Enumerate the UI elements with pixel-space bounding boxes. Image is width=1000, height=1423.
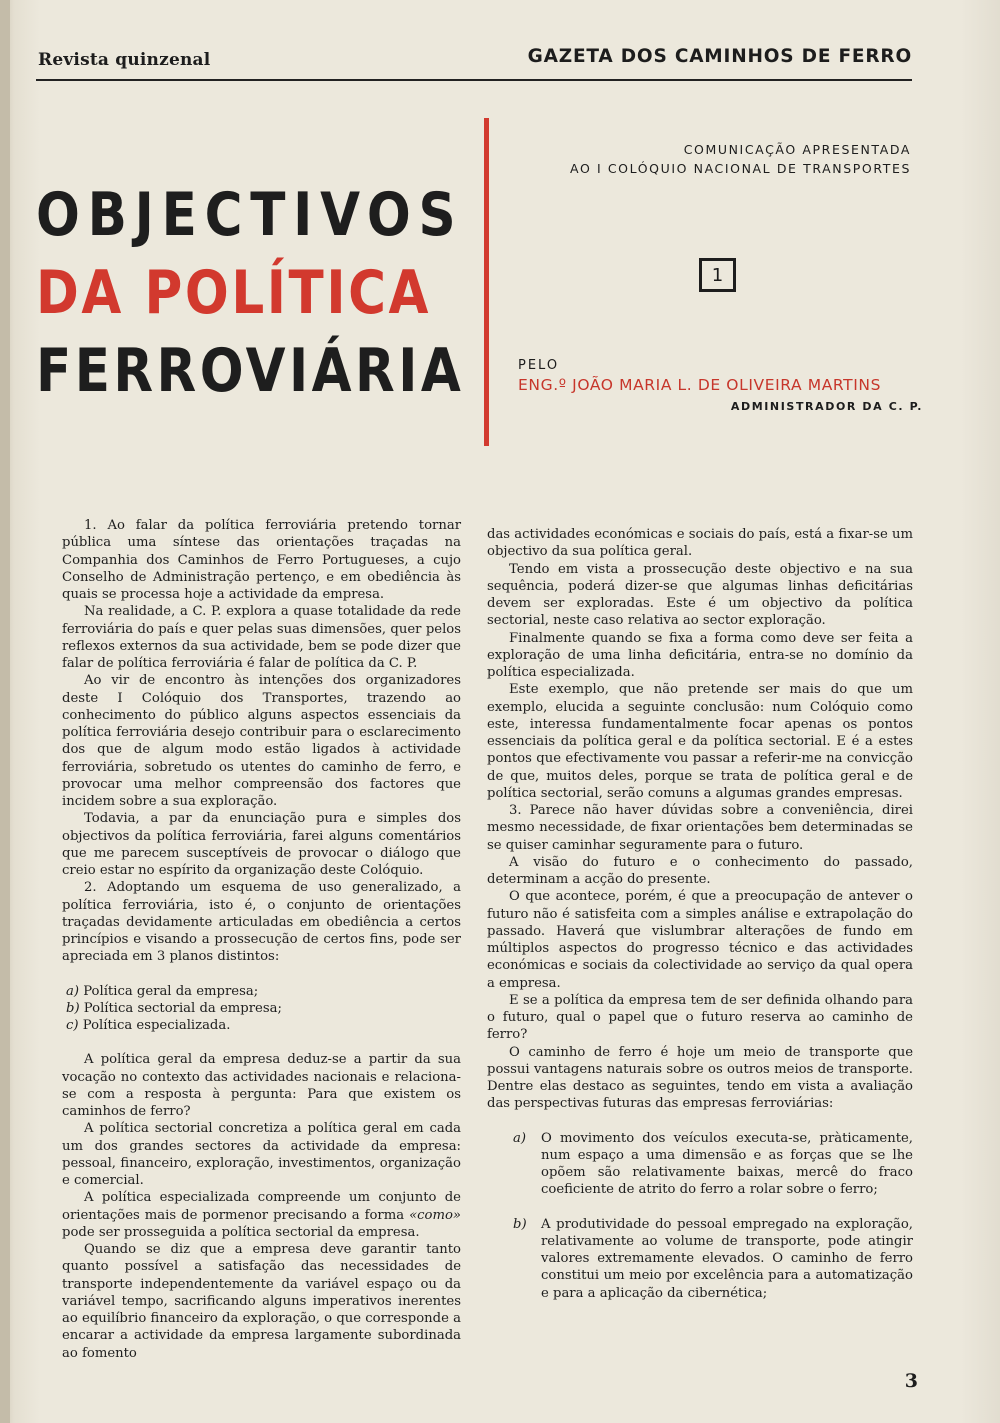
paragraph: Este exemplo, que não pretende ser mais do que um exemplo, elucida a seguinte conclusão: num Colóquio como este, interessa fundamentalmente focar apenas os pontos essenciais da política geral e da política sectorial. E é a estes pontos que efectivamente vou passar a referir-me na convicção de que, muitos deles, porque se trata de política geral e de política sectorial, serão comuns a algumas grandes empresas. — [487, 682, 913, 801]
list-label: b) — [513, 1216, 527, 1232]
author-role: ADMINISTRADOR DA C. P. — [730, 400, 923, 413]
list-label: a) — [513, 1130, 527, 1146]
list-label: c) — [66, 1018, 79, 1033]
paragraph: Na realidade, a C. P. explora a quase totalidade da rede ferroviária do país e quer pelas suas dimensões, quer pelos reflexos externos da sua actividade, bem se pode dizer que falar de política ferroviária é falar de política da C. P. — [62, 604, 461, 671]
list-text: Política especializada. — [82, 1018, 231, 1033]
header-left: Revista quinzenal — [38, 50, 211, 70]
title-line-1: OBJECTIVOS — [36, 180, 464, 250]
list-text: Política geral da empresa; — [83, 983, 259, 999]
paragraph: 1. Ao falar da política ferroviária pretendo tornar pública uma síntese das orientações traçadas na Companhia dos Caminhos de Ferro Portugueses, a cujo Conselho de Administração pertenço, e em obediência às quais se processa hoje a actividade da empresa. — [62, 518, 461, 602]
emphasis: «como» — [409, 1207, 461, 1223]
list-label: a) — [66, 983, 80, 999]
paragraph: Finalmente quando se fixa a forma como deve ser feita a exploração de uma linha deficitária, entra-se no domínio da política especializada. — [487, 630, 913, 680]
paragraph: Todavia, a par da enunciação pura e simples dos objectivos da política ferroviária, farei alguns comentários que me parecem susceptíveis de provocar o diálogo que creio estar no espírito da organização deste Colóquio. — [62, 811, 461, 878]
paragraph-text: A política especializada compreende um conjunto de orientações mais de pormenor precisando a forma — [62, 1190, 461, 1223]
paragraph-text: pode ser prosseguida a política sectorial da empresa. — [62, 1224, 420, 1240]
paragraph: Tendo em vista a prossecução deste objectivo e na sua sequência, poderá dizer-se que algumas linhas deficitárias devem ser exploradas. Este é um objectivo da política sectorial, neste caso relativa ao sector exploração. — [487, 561, 913, 629]
paragraph: A política sectorial concretiza a política geral em cada um dos grandes sectores da actividade da empresa: pessoal, financeiro, exploração, investimentos, organização e comercial. — [62, 1121, 461, 1188]
list-item — [487, 1216, 913, 1302]
header-rule — [36, 79, 912, 81]
title-line-3: FERROVIÁRIA — [36, 336, 465, 406]
binding-spine — [0, 0, 10, 1423]
paragraph: 3. Parece não haver dúvidas sobre a conveniência, direi mesmo necessidade, de fixar orientações bem determinadas se se quiser caminhar seguramente para o futuro. — [487, 803, 913, 853]
paragraph: das actividades económicas e sociais do país, está a fixar-se um objectivo da sua política geral. — [487, 527, 913, 560]
list-label: b) — [66, 1000, 80, 1016]
list-item — [62, 983, 461, 1000]
paragraph: A visão do futuro e o conhecimento do passado, determinam a acção do presente. — [487, 854, 913, 887]
byline-pelo: PELO — [518, 358, 560, 373]
author-name: ENG.º JOÃO MARIA L. DE OLIVEIRA MARTINS — [518, 376, 882, 394]
list-text: Política sectorial da empresa; — [83, 1000, 282, 1016]
paragraph: Ao vir de encontro às intenções dos organizadores deste I Colóquio dos Transportes, trazendo ao conhecimento do público alguns aspectos essenciais da política ferroviária desejo contribuir para o esclarecimento dos que de algum modo estão ligados à actividade ferroviária, sobretudo os utentes do caminho de ferro, e provocar uma melhor compreensão dos factores que incidem sobre a sua exploração. — [62, 673, 461, 809]
article-title — [36, 176, 465, 410]
part-number-box: 1 — [699, 258, 736, 292]
paragraph: O caminho de ferro é hoje um meio de transporte que possui vantagens naturais sobre os outros meios de transporte. Dentre elas destaco as seguintes, tendo em vista a avaliação das perspectivas futuras das empresas ferroviárias: — [487, 1044, 913, 1112]
red-vertical-rule — [484, 118, 489, 446]
left-column — [62, 517, 461, 1362]
list-item — [487, 1130, 913, 1199]
list-item — [62, 1000, 461, 1017]
paragraph: A política geral da empresa deduz-se a partir da sua vocação no contexto das actividades nacionais e relaciona-se com a resposta à pergunta: Para que existem os caminhos de ferro? — [62, 1052, 461, 1119]
paragraph: E se a política da empresa tem de ser definida olhando para o futuro, qual o papel que o futuro reserva ao caminho de ferro? — [487, 992, 913, 1043]
communication-note — [491, 140, 911, 178]
list-item — [62, 1017, 461, 1034]
title-line-2: DA POLÍTICA — [36, 258, 432, 328]
communication-line-1: COMUNICAÇÃO APRESENTADA — [683, 142, 911, 157]
communication-line-2: AO I COLÓQUIO NACIONAL DE TRANSPORTES — [570, 161, 911, 176]
paragraph: O que acontece, porém, é que a preocupação de antever o futuro não é satisfeita com a simples análise e extrapolação do passado. Haverá que vislumbrar alterações de fundo em múltiplos aspectos do progresso técnico e das actividades económicas e sociais da colectividade ao serviço da qual opera a empresa. — [487, 889, 913, 991]
page-number: 3 — [904, 1370, 918, 1392]
header-right: GAZETA DOS CAMINHOS DE FERRO — [527, 46, 912, 67]
right-column — [487, 526, 913, 1302]
paragraph: Quando se diz que a empresa deve garantir tanto quanto possível a satisfação das necessidades de transporte independentemente da variável espaço ou da variável tempo, sacrificando alguns imperativos inerentes ao equilíbrio financeiro da exploração, o que corresponde a encarar a actividade da empresa largamente subordinada ao fomento — [62, 1242, 461, 1361]
paragraph: 2. Adoptando um esquema de uso generalizado, a política ferroviária, isto é, o conjunto de orientações traçadas devidamente articuladas em obediência a certos princípios e visando a prossecução de certos fins, pode ser apreciada em 3 planos distintos: — [62, 880, 461, 965]
paragraph — [62, 1189, 461, 1241]
list-text: A produtividade do pessoal empregado na exploração, relativamente ao volume de transporte, pode atingir valores extremamente elevados. O caminho de ferro constitui um meio por excelência para a automatização e para a aplicação da cibernética; — [541, 1216, 913, 1301]
list-text: O movimento dos veículos executa-se, pràticamente, num espaço a uma dimensão e as forças que se lhe opõem são relativamente baixas, mercê do fraco coeficiente de atrito do ferro a rolar sobre o ferro; — [541, 1130, 913, 1198]
